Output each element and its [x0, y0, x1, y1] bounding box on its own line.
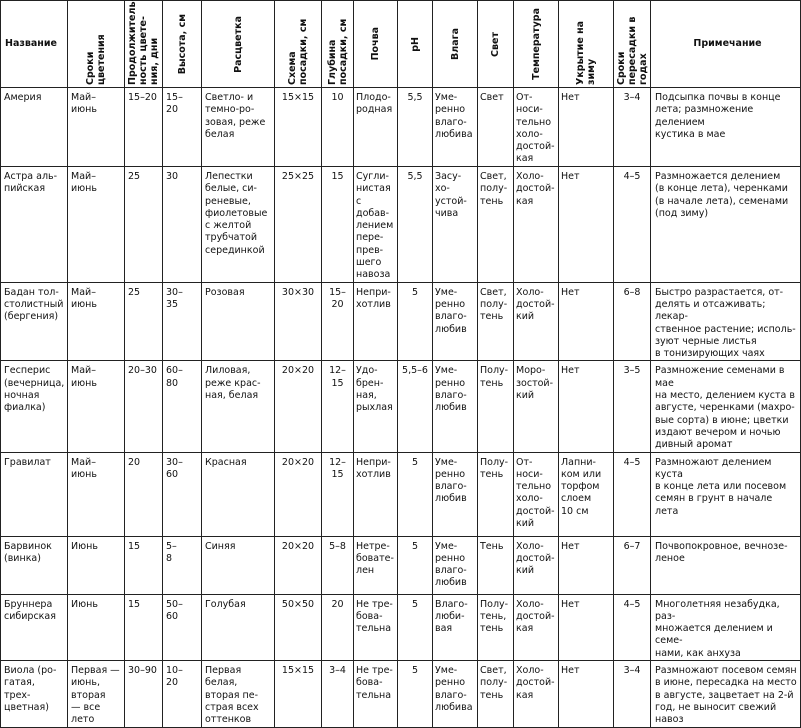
cell-moisture: Уме- ренно влаго- любив	[433, 361, 478, 452]
header-depth: Глубина посадки, см	[322, 1, 354, 88]
cell-moisture: Влаго- люби- вая	[433, 594, 478, 660]
cell-temperature: Моро- зостой- кий	[514, 361, 559, 452]
table-row	[1, 594, 801, 660]
cell-height: 30	[163, 167, 202, 283]
cell-ph: 5,5	[398, 88, 433, 167]
cell-color: Синяя	[202, 536, 275, 594]
cell-name: Бруннера сибирская	[1, 594, 68, 660]
cell-depth: 15	[322, 167, 354, 283]
cell-ph: 5,5	[398, 167, 433, 283]
cell-light: Полу- тень	[478, 361, 514, 452]
cell-name: Барвинок (винка)	[1, 536, 68, 594]
cell-temperature: Холо- достой- кий	[514, 282, 559, 361]
header-light: Свет	[478, 1, 514, 88]
cell-replant: 3–5	[614, 361, 651, 452]
cell-replant: 3–4	[614, 88, 651, 167]
cell-depth: 20	[322, 594, 354, 660]
cell-soil: Сугли- нистая с добав- лением пере- прев- шего навоза	[354, 167, 398, 283]
cell-soil: Непри- хотлив	[354, 282, 398, 361]
cell-name: Гравилат	[1, 452, 68, 536]
cell-scheme: 25×25	[275, 167, 322, 283]
cell-scheme: 50×50	[275, 594, 322, 660]
cell-note: Размножают делением куста в конце лета или посевом семян в грунт в начале лета	[651, 452, 801, 536]
cell-color: Светло- и темно-ро- зовая, реже белая	[202, 88, 275, 167]
header-height: Высота, см	[163, 1, 202, 88]
cell-replant: 4–5	[614, 452, 651, 536]
cell-duration: 15	[125, 536, 163, 594]
cell-temperature: Холо- достой- кая	[514, 167, 559, 283]
header-bloom: Сроки цветения	[68, 1, 125, 88]
table-row	[1, 361, 801, 452]
table-row	[1, 167, 801, 283]
cell-duration: 15–20	[125, 88, 163, 167]
cell-cover: Нет	[559, 282, 614, 361]
cell-light: Тень	[478, 536, 514, 594]
cell-bloom: Май– июнь	[68, 167, 125, 283]
cell-duration: 30–90	[125, 661, 163, 727]
cell-ph: 5	[398, 282, 433, 361]
cell-name: Бадан тол- столистный (бергения)	[1, 282, 68, 361]
header-ph: рН	[398, 1, 433, 88]
cell-depth: 5–8	[322, 536, 354, 594]
cell-note: Размножается делением (в конце лета), черенками (в начале лета), семенами (под зиму)	[651, 167, 801, 283]
cell-duration: 20	[125, 452, 163, 536]
cell-depth: 10	[322, 88, 354, 167]
cell-color: Лепестки белые, си- реневые, фиолетовые с желтой трубчатой серединкой	[202, 167, 275, 283]
cell-replant: 4–5	[614, 167, 651, 283]
cell-soil: Не тре- бова- тельна	[354, 661, 398, 727]
header-color: Расцветка	[202, 1, 275, 88]
table-row	[1, 88, 801, 167]
cell-moisture: Уме- ренно влаго- любив	[433, 282, 478, 361]
cell-light: Свет, полу- тень	[478, 661, 514, 727]
cell-ph: 5	[398, 661, 433, 727]
header-cover: Укрытие на зиму	[559, 1, 614, 88]
cell-depth: 15– 20	[322, 282, 354, 361]
cell-bloom: Первая — июнь, вторая — все лето	[68, 661, 125, 727]
cell-color: Розовая	[202, 282, 275, 361]
header-moisture: Влага	[433, 1, 478, 88]
cell-soil: Плодо- родная	[354, 88, 398, 167]
cell-note: Размножают посевом семян в июне, пересадка на место в августе, зацветает на 2-й год, не выносит свежий навоз	[651, 661, 801, 727]
cell-temperature: От- носи- тельно холо- достой- кий	[514, 452, 559, 536]
cell-ph: 5	[398, 594, 433, 660]
cell-height: 30– 35	[163, 282, 202, 361]
cell-color: Первая белая, вторая пе- страя всех оттенков	[202, 661, 275, 727]
cell-cover: Лапни- ком или торфом слоем 10 см	[559, 452, 614, 536]
cell-temperature: Холо- достой- кий	[514, 536, 559, 594]
cell-height: 30– 60	[163, 452, 202, 536]
cell-name: Виола (ро- гатая, трех- цветная)	[1, 661, 68, 727]
cell-cover: Нет	[559, 594, 614, 660]
cell-moisture: Уме- ренно влаго- любив	[433, 536, 478, 594]
cell-moisture: Засу- хо- устой- чива	[433, 167, 478, 283]
cell-height: 50– 60	[163, 594, 202, 660]
cell-ph: 5	[398, 452, 433, 536]
cell-cover: Нет	[559, 167, 614, 283]
cell-ph: 5	[398, 536, 433, 594]
header-name: Название	[1, 1, 68, 88]
cell-note: Подсыпка почвы в конце лета; размножение делением кустика в мае	[651, 88, 801, 167]
cell-moisture: Уме- ренно влаго- любива	[433, 661, 478, 727]
cell-height: 15– 20	[163, 88, 202, 167]
cell-scheme: 15×15	[275, 88, 322, 167]
cell-depth: 3–4	[322, 661, 354, 727]
cell-bloom: Июнь	[68, 594, 125, 660]
cell-name: Гесперис (вечерница, ночная фиалка)	[1, 361, 68, 452]
cell-scheme: 30×30	[275, 282, 322, 361]
cell-note: Быстро разрастается, от- делять и отсаживать; лекар- ственное растение; исполь- зуют черные листья в тонизирующих чаях	[651, 282, 801, 361]
cell-replant: 4–5	[614, 594, 651, 660]
cell-temperature: Холо- достой- кая	[514, 594, 559, 660]
header-replant: Сроки пересадки в годах	[614, 1, 651, 88]
cell-height: 60– 80	[163, 361, 202, 452]
cell-light: Свет, полу- тень	[478, 167, 514, 283]
cell-note: Размножение семенами в мае на место, делением куста в августе, черенками (махро- вые сорта) в июне; цветки издают вечером и ночью дивный аромат	[651, 361, 801, 452]
cell-height: 5– 8	[163, 536, 202, 594]
table-row	[1, 452, 801, 536]
header-duration: Продолжитель ость цветения, дни	[125, 1, 163, 88]
cell-moisture: Уме- ренно влаго- любив	[433, 452, 478, 536]
cell-note: Почвопокровное, вечнозе- леное	[651, 536, 801, 594]
table-row	[1, 282, 801, 361]
cell-cover: Нет	[559, 536, 614, 594]
cell-moisture: Уме- ренно влаго- любива	[433, 88, 478, 167]
cell-light: Полу- тень	[478, 452, 514, 536]
cell-replant: 6–7	[614, 536, 651, 594]
cell-bloom: Май– июнь	[68, 452, 125, 536]
cell-color: Красная	[202, 452, 275, 536]
cell-ph: 5,5–6	[398, 361, 433, 452]
cell-bloom: Май– июнь	[68, 88, 125, 167]
cell-light: Свет, полу- тень	[478, 282, 514, 361]
cell-soil: Удо- брен- ная, рыхлая	[354, 361, 398, 452]
cell-depth: 12– 15	[322, 452, 354, 536]
cell-soil: Непри- хотлив	[354, 452, 398, 536]
cell-name: Америя	[1, 88, 68, 167]
cell-scheme: 20×20	[275, 536, 322, 594]
cell-color: Голубая	[202, 594, 275, 660]
cell-light: Полу- тень, тень	[478, 594, 514, 660]
cell-scheme: 20×20	[275, 361, 322, 452]
cell-temperature: От- носи- тельно холо- достой- кая	[514, 88, 559, 167]
cell-light: Свет	[478, 88, 514, 167]
cell-depth: 12– 15	[322, 361, 354, 452]
cell-bloom: Июнь	[68, 536, 125, 594]
header-soil: Почва	[354, 1, 398, 88]
cell-duration: 25	[125, 282, 163, 361]
cell-soil: Нетре- бовате- лен	[354, 536, 398, 594]
cell-temperature: Холо- достой- кая	[514, 661, 559, 727]
cell-cover: Нет	[559, 661, 614, 727]
cell-replant: 3–4	[614, 661, 651, 727]
cell-duration: 15	[125, 594, 163, 660]
cell-color: Лиловая, реже крас- ная, белая	[202, 361, 275, 452]
table-body	[1, 88, 801, 728]
cell-scheme: 20×20	[275, 452, 322, 536]
cell-duration: 20–30	[125, 361, 163, 452]
cell-height: 10– 20	[163, 661, 202, 727]
cell-name: Астра аль- пийская	[1, 167, 68, 283]
cell-replant: 6–8	[614, 282, 651, 361]
table-row	[1, 536, 801, 594]
header-temperature: Температура	[514, 1, 559, 88]
header-note: Примечание	[651, 1, 801, 88]
cell-note: Многолетняя незабудка, раз- множается делением и семе- нами, как анхуза	[651, 594, 801, 660]
cell-soil: Не тре- бова- тельна	[354, 594, 398, 660]
cell-scheme: 15×15	[275, 661, 322, 727]
header-scheme: Схема посадки, см	[275, 1, 322, 88]
cell-cover: Нет	[559, 88, 614, 167]
cell-bloom: Май– июнь	[68, 282, 125, 361]
cell-bloom: Май– июнь	[68, 361, 125, 452]
cell-cover: Нет	[559, 361, 614, 452]
table-row	[1, 661, 801, 727]
cell-duration: 25	[125, 167, 163, 283]
header-row	[1, 1, 801, 88]
